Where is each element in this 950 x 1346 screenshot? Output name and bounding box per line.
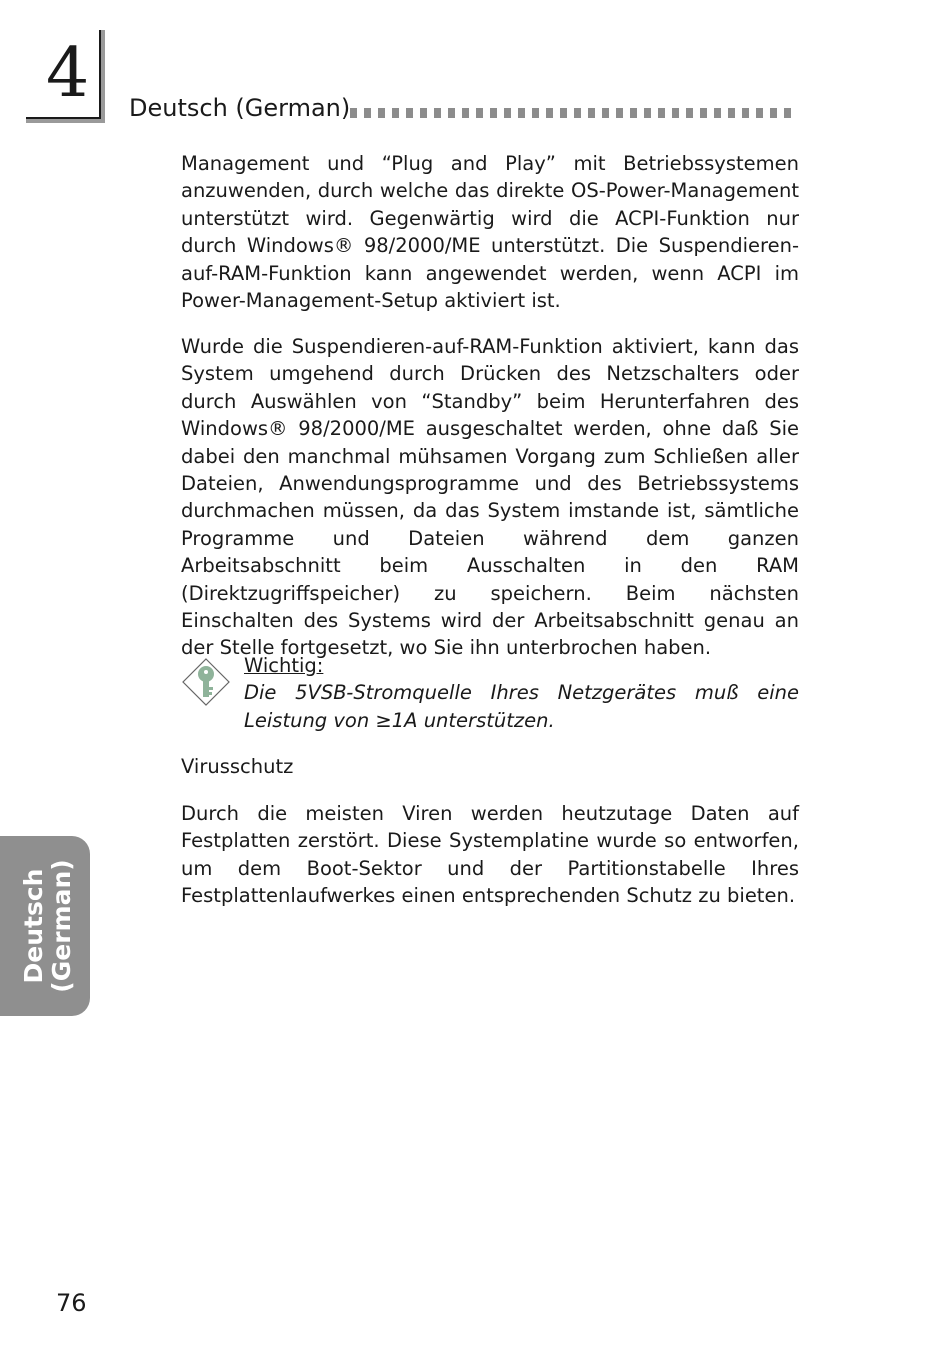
- paragraph-text: Durch die meisten Viren werden heutzutage Daten auf Festplatten zerstört. Diese Systemplatine wurde so entworfen, um dem Boot-Sektor und der Partitionstabelle Ihres Festplattenlaufwerkes einen entsprechenden Schutz zu bieten.: [181, 802, 799, 908]
- paragraph-acpi: [181, 150, 799, 314]
- side-tab-line-1: Deutsch: [19, 868, 48, 984]
- section-heading: Virusschutz: [181, 755, 294, 778]
- chapter-number: 4: [46, 34, 90, 113]
- header-dotted-rule: [350, 108, 798, 118]
- paragraph-virus-protection: [181, 800, 799, 910]
- paragraph-text: Management und “Plug and Play” mit Betriebssystemen anzuwenden, durch welche das direkte OS-Power-Management unterstützt wird. Gegenwärtig wird die ACPI-Funktion nur durch Windows® 98/2000/ME unterstützt. Die Suspendieren-auf-RAM-Funktion kann angewendet werden, wenn ACPI im Power-Management-Setup aktiviert ist.: [181, 152, 799, 313]
- paragraph-text: Wurde die Suspendieren-auf-RAM-Funktion aktiviert, kann das System umgehend durch Drücken des Netzschalters oder durch Auswählen von “Standby” beim Herunterfahren des Windows® 98/2000/ME ausgeschaltet werden, ohne daß Sie dabei den manchmal mühsamen Vorgang zum Schließen aller Dateien, Anwendungsprogramme und des Betriebssystems durchmachen müssen, da das System imstande ist, sämtliche Programme und Dateien während dem ganzen Arbeitsabschnitt beim Ausschalten in den RAM (Direktzugriffspeicher) zu speichern. Beim nächsten Einschalten des Systems wird der Arbeitsabschnitt genau an der Stelle fortgesetzt, wo Sie ihn unterbrochen haben.: [181, 335, 799, 660]
- paragraph-suspend-to-ram: [181, 333, 799, 662]
- note-text: Die 5VSB-Stromquelle Ihres Netzgerätes muß eine Leistung von ≥1A unterstützen.: [244, 681, 799, 732]
- chapter-marker: [26, 30, 104, 122]
- side-tab-line-2: (German): [47, 859, 76, 993]
- important-note: [244, 652, 799, 734]
- page-number: 76: [56, 1289, 87, 1317]
- note-title: Wichtig:: [244, 654, 324, 677]
- side-tab-label: [20, 859, 76, 992]
- page-title: Deutsch (German): [129, 94, 351, 122]
- key-icon: [181, 657, 231, 707]
